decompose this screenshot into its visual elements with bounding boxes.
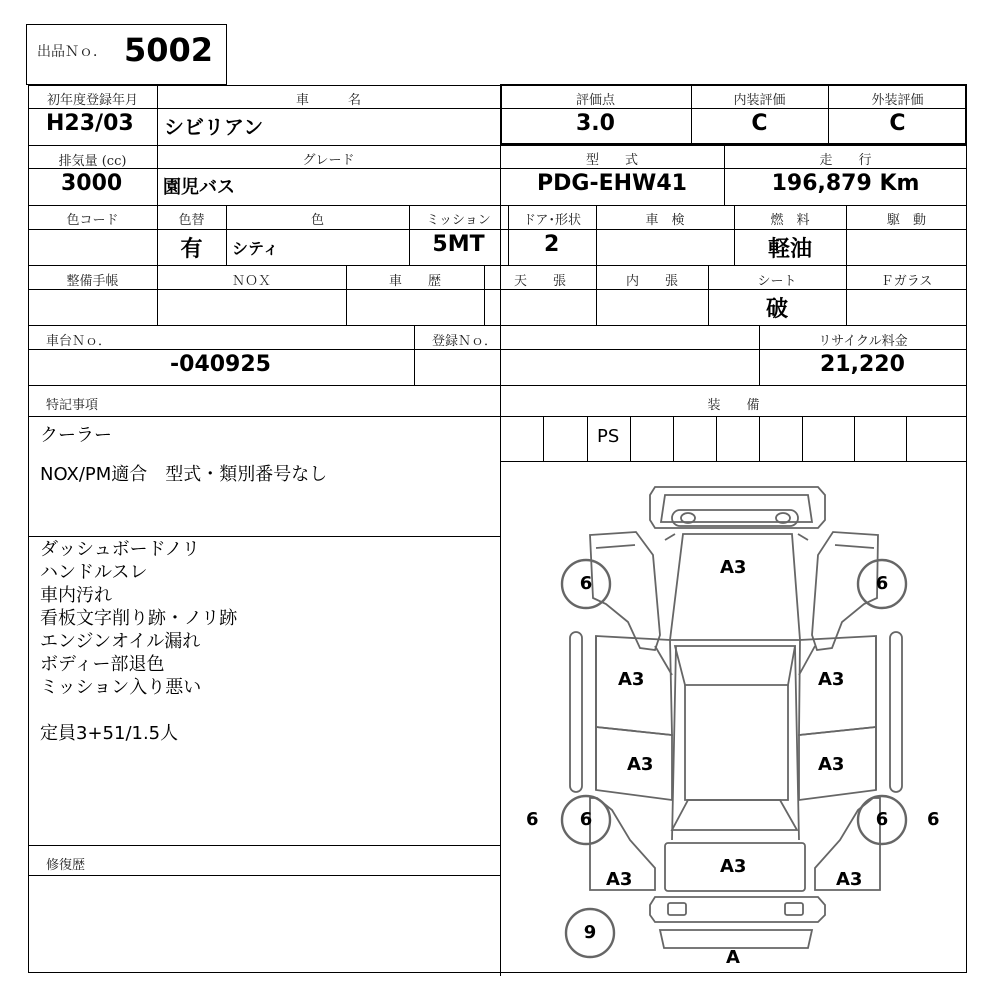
code-right-rear: A3 (818, 754, 845, 775)
code-roof: A3 (720, 557, 747, 578)
door-label: ドア･形状 (522, 213, 582, 228)
exterior-label: 外装評価 (871, 93, 924, 108)
lot-box (26, 24, 227, 85)
tire-front-left: 6 (579, 573, 593, 594)
car-diagram (501, 462, 966, 972)
fuel-value: 軽油 (767, 237, 812, 262)
model-label: 型 式 (585, 153, 638, 168)
car-name-label: 車 名 (295, 93, 361, 108)
lot-number: 5002 (124, 31, 214, 69)
repaint-value: 有 (180, 237, 203, 262)
interior-label: 内装評価 (733, 93, 786, 108)
tire-rear-left-outer: 6 (526, 809, 539, 830)
damage-item: エンジンオイル漏れ (40, 631, 201, 652)
spare-tire: 9 (583, 922, 597, 943)
tire-rear-left: 6 (579, 809, 593, 830)
notes-line-2: NOX/PM適合 型式・類別番号なし (40, 464, 328, 485)
mission-label: ミッション (426, 213, 491, 228)
equipment-label: 装 備 (707, 398, 760, 413)
code-right-bottom: A3 (836, 869, 863, 890)
color-value: シティ (232, 239, 279, 258)
code-rear-bumper: A (726, 947, 740, 968)
capacity-note: 定員3+51/1.5人 (40, 723, 179, 744)
reg-value: H23/03 (46, 111, 134, 136)
roof-lining-label: 天 張 (513, 274, 566, 289)
seat-label: シート (757, 274, 797, 289)
code-left-rear: A3 (627, 754, 654, 775)
damage-item: ボディー部退色 (40, 654, 165, 675)
code-right-front-door: A3 (818, 669, 845, 690)
damage-item: 車内汚れ (40, 585, 112, 606)
code-left-bottom: A3 (606, 869, 633, 890)
inner-lining-label: 内 張 (625, 274, 678, 289)
damage-item: 看板文字削り跡・ノリ跡 (40, 608, 238, 629)
damage-item: ダッシュボードノリ (40, 539, 200, 560)
front-glass-label: Ｆガラス (880, 274, 933, 289)
recycle-value: 21,220 (820, 352, 905, 377)
car-name-value: シビリアン (164, 115, 264, 139)
repaint-label: 色替 (178, 213, 205, 228)
reg-label: 初年度登録年月 (46, 93, 138, 108)
color-code-label: 色コード (66, 213, 119, 228)
displacement-value: 3000 (61, 171, 123, 196)
repair-history-label: 修復歴 (46, 858, 86, 873)
lot-label: 出品Ｎｏ． (37, 44, 107, 60)
chassis-value: -040925 (170, 352, 271, 377)
mission-value: 5MT (432, 232, 485, 257)
damage-item: ハンドルスレ (40, 562, 148, 583)
interior-value: C (751, 111, 768, 136)
exterior-value: C (889, 111, 906, 136)
recycle-label: リサイクル料金 (818, 334, 908, 349)
code-left-front-door: A3 (618, 669, 645, 690)
notes-label: 特記事項 (46, 398, 99, 413)
chassis-label: 車台Ｎｏ． (46, 334, 112, 349)
maintenance-record-label: 整備手帳 (66, 274, 119, 289)
tire-rear-right: 6 (875, 809, 889, 830)
color-label: 色 (310, 213, 324, 228)
tire-front-right: 6 (875, 573, 889, 594)
equipment-ps: PS (597, 426, 620, 447)
score-value: 3.0 (576, 111, 615, 136)
mileage-value: 196,879 Km (771, 171, 920, 196)
fuel-label: 燃 料 (770, 213, 810, 228)
mileage-label: 走 行 (819, 153, 872, 168)
code-rear-panel: A3 (720, 856, 747, 877)
inspection-label: 車 検 (645, 213, 685, 228)
grade-label: グレード (302, 153, 355, 168)
nox-label: ＮＯＸ (231, 274, 271, 289)
registration-label: 登録Ｎｏ． (432, 334, 498, 349)
history-label: 車 歴 (388, 274, 441, 289)
score-label: 評価点 (575, 93, 615, 108)
damage-item: ミッション入り悪い (40, 677, 202, 698)
door-value: 2 (544, 232, 560, 257)
displacement-label: 排気量 (cc) (58, 154, 127, 169)
notes-line-1: クーラー (40, 425, 112, 446)
grade-value: 園児バス (163, 177, 235, 198)
tire-rear-right-outer: 6 (927, 809, 940, 830)
seat-value: 破 (765, 297, 788, 322)
damage-list (40, 538, 490, 699)
drive-label: 駆 動 (886, 213, 926, 228)
model-value: PDG-EHW41 (537, 171, 687, 196)
